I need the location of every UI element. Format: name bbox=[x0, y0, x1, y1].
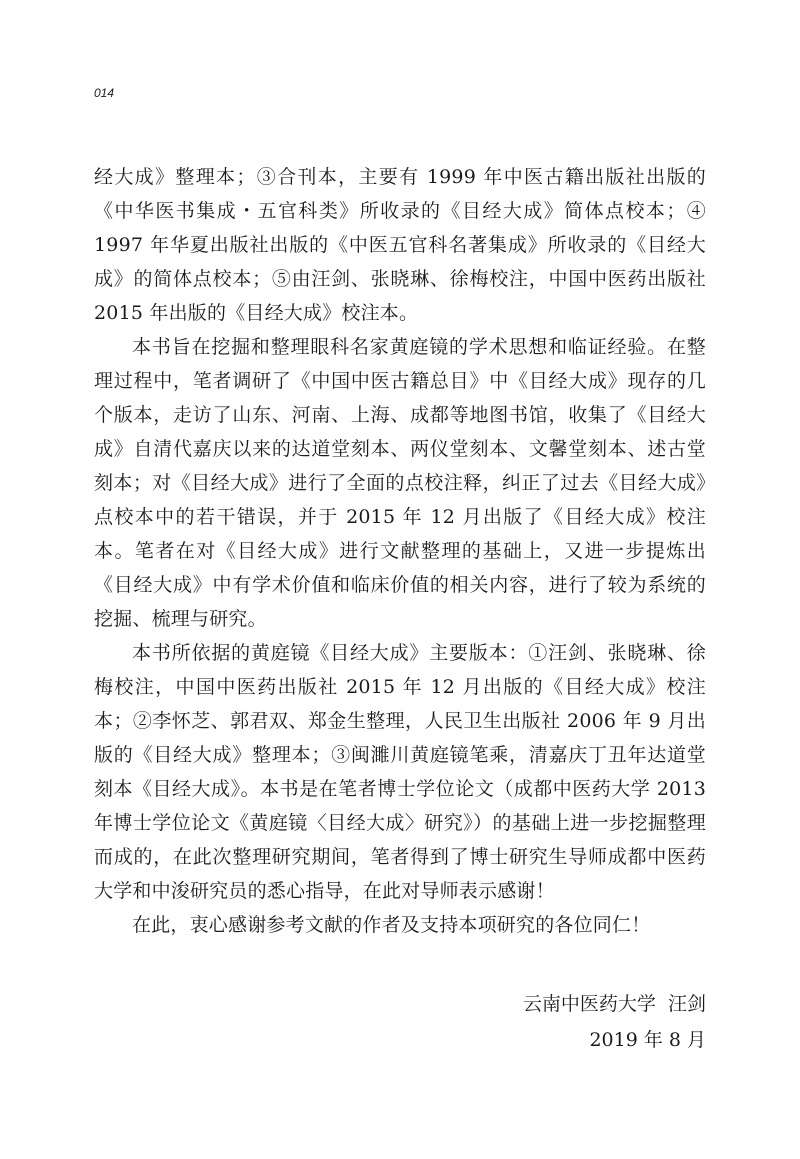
paragraph-source-editions: 本书所依据的黄庭镜《目经大成》主要版本：①汪剑、张晓琳、徐梅校注，中国中医药出版社 2015 年 12 月出版的《目经大成》校注本；②李怀芝、郭君双、郑金生整理，人民卫生出版社 2006 年 9 月出版的《目经大成》整理本；③闽濉川黄庭镜笔乘，清嘉庆丁丑年达道堂刻本《目经大成》。本书是在笔者博士学位论文（成都中医药大学 2013 年博士学位论文《黄庭镜〈目经大成〉研究》）的基础上进一步挖掘整理而成的，在此次整理研究期间，笔者得到了博士研究生导师成都中医药大学和中浚研究员的悉心指导，在此对导师表示感谢！ bbox=[94, 642, 706, 902]
paragraph-acknowledgement: 在此，衷心感谢参考文献的作者及支持本项研究的各位同仁！ bbox=[132, 914, 651, 936]
signature-date: 2019 年 8 月 bbox=[589, 1029, 706, 1051]
signature-block bbox=[523, 986, 706, 1058]
page-number: 014 bbox=[94, 86, 115, 100]
signature-author: 云南中医药大学 汪剑 bbox=[522, 993, 706, 1015]
body-text bbox=[94, 160, 706, 942]
paragraph-continuation: 经大成》整理本；③合刊本，主要有 1999 年中医古籍出版社出版的《中华医书集成・五官科类》所收录的《目经大成》简体点校本；④ 1997 年华夏出版社出版的《中医五官科名著集成》所收录的《目经大成》的简体点校本；⑤由汪剑、张晓琳、徐梅校注，中国中医药出版社 2015 年出版的《目经大成》校注本。 bbox=[94, 166, 706, 324]
paragraph-research-purpose: 本书旨在挖掘和整理眼科名家黄庭镜的学术思想和临证经验。在整理过程中，笔者调研了《中国中医古籍总目》中《目经大成》现存的几个版本，走访了山东、河南、上海、成都等地图书馆，收集了《目经大成》自清代嘉庆以来的达道堂刻本、两仪堂刻本、文馨堂刻本、述古堂刻本；对《目经大成》进行了全面的点校注释，纠正了过去《目经大成》点校本中的若干错误，并于 2015 年 12 月出版了《目经大成》校注本。笔者在对《目经大成》进行文献整理的基础上，又进一步提炼出《目经大成》中有学术价值和临床价值的相关内容，进行了较为系统的挖掘、梳理与研究。 bbox=[94, 336, 706, 630]
